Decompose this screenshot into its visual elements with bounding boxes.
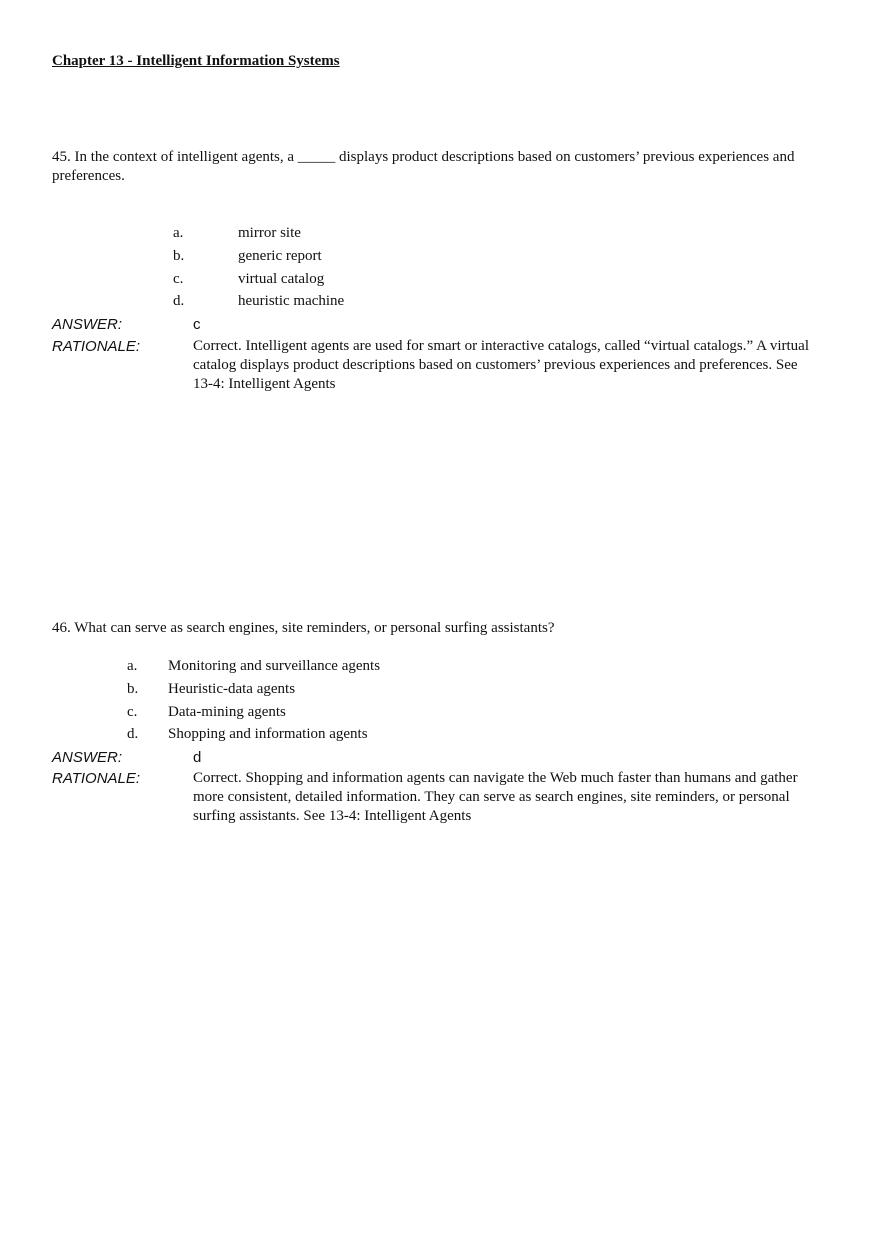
option-text: Heuristic-data agents — [168, 681, 296, 697]
page-title: Chapter 13 - Intelligent Information Systems — [52, 53, 340, 69]
answer-label: ANSWER: — [52, 749, 123, 766]
rationale-label: RATIONALE: — [52, 338, 141, 355]
answer-label: ANSWER: — [52, 316, 123, 333]
rationale-text: Correct. Shopping and information agents can navigate the Web much faster than humans and gather more consistent, detailed information. They can serve as search engines, site reminders, or personal surfing assistants. See 13-4: Intelligent Agents — [193, 770, 798, 824]
option-letter: a. — [127, 658, 138, 674]
option-letter: c. — [173, 271, 184, 287]
option-letter: d. — [127, 726, 139, 742]
option-text: virtual catalog — [238, 271, 325, 287]
rationale-label: RATIONALE: — [52, 770, 141, 787]
rationale-text: Correct. Intelligent agents are used for smart or interactive catalogs, called “virtual catalogs.” A virtual catalog displays product descriptions based on customers’ previous experiences and preferences. See 13-4: Intelligent Agents — [193, 338, 810, 392]
answer-value: d — [193, 749, 202, 766]
question-45 — [52, 148, 822, 392]
option-text: Data-mining agents — [168, 704, 286, 720]
option-letter: d. — [173, 293, 185, 309]
option-text: heuristic machine — [238, 293, 345, 309]
question-46 — [52, 619, 822, 824]
option-letter: c. — [127, 704, 138, 720]
option-text: generic report — [238, 248, 322, 264]
answer-value: c — [193, 316, 201, 333]
question-stem: 46. What can serve as search engines, site reminders, or personal surfing assistants? — [52, 620, 555, 636]
option-letter: b. — [173, 248, 185, 264]
option-text: Shopping and information agents — [168, 726, 368, 742]
question-stem: 45. In the context of intelligent agents, a _____ displays product descriptions based on customers’ previous experiences and preferences. — [52, 149, 795, 184]
option-letter: a. — [173, 225, 184, 241]
option-text: Monitoring and surveillance agents — [168, 658, 381, 674]
option-text: mirror site — [238, 225, 301, 241]
option-letter: b. — [127, 681, 139, 697]
